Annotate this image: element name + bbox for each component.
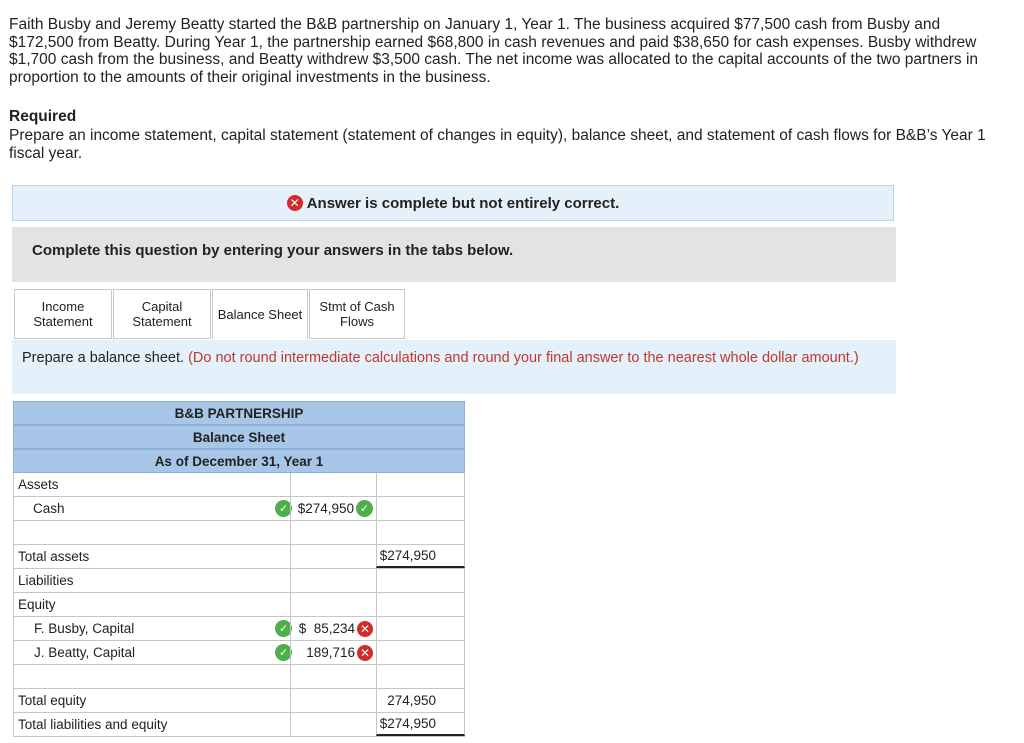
tab-stmt-cash-flows[interactable]: [309, 289, 405, 339]
table-row: [13, 521, 465, 545]
busby-value: $ 85,234: [298, 621, 355, 636]
balance-sheet-table: [13, 401, 465, 737]
cell: [290, 689, 376, 712]
incorrect-icon: ✕: [357, 645, 373, 661]
cell: [376, 473, 465, 496]
cell: [13, 521, 290, 544]
total-equity-value: 274,950: [376, 689, 465, 712]
incorrect-icon: ✕: [287, 195, 303, 211]
cell: [376, 665, 465, 688]
total-assets-value: $274,950: [376, 545, 465, 568]
tab-label: Stmt of Cash Flows: [319, 299, 395, 329]
table-row: [13, 593, 465, 617]
tab-balance-sheet[interactable]: [212, 289, 308, 339]
problem-text: Faith Busby and Jeremy Beatty started the B&B partnership on January 1, Year 1. The business acquired $77,500 cash from Busby and $172,500 from Beatty. During Year 1, the partnership earned $68,800 in cash revenues and paid $38,650 for cash expenses. Busby withdrew $1,700 cash from the business, and Beatty withdrew $3,500 cash. The net income was allocated to the capital accounts of the two partners in proportion to the amounts of their original investments in the business.: [9, 16, 979, 86]
required-text: Prepare an income statement, capital statement (statement of changes in equity), balance sheet, and statement of cash flows for B&B’s Year 1 fiscal year.: [9, 127, 986, 162]
tab-income-statement[interactable]: [14, 289, 112, 339]
cell: [376, 617, 465, 640]
prompt-text: Prepare a balance sheet.: [22, 350, 185, 366]
total-le-value: $274,950: [376, 713, 465, 736]
statement-date: As of December 31, Year 1: [13, 449, 465, 473]
company-name: B&B PARTNERSHIP: [13, 401, 465, 425]
beatty-label: J. Beatty, Capital: [34, 645, 136, 660]
check-icon: ✓: [275, 644, 292, 661]
prompt-note: (Do not round intermediate calculations and round your final answer to the nearest whole dollar amount.): [188, 350, 859, 366]
cell: [376, 521, 465, 544]
table-row: [13, 569, 465, 593]
check-icon: ✓: [356, 500, 373, 517]
table-row: [13, 713, 465, 737]
assets-label: Assets: [13, 473, 290, 496]
cell: [13, 665, 290, 688]
cell: [290, 569, 376, 592]
busby-row-label: [13, 617, 290, 640]
tab-capital-statement[interactable]: [113, 289, 211, 339]
cell: [290, 593, 376, 616]
liabilities-label: Liabilities: [13, 569, 290, 592]
cell: [376, 569, 465, 592]
tab-label: Income Statement: [33, 299, 93, 329]
cash-label: Cash: [33, 501, 65, 516]
cash-input[interactable]: [290, 497, 376, 520]
beatty-row-label: [13, 641, 290, 664]
total-assets-label: Total assets: [13, 545, 290, 568]
busby-capital-input[interactable]: [290, 617, 376, 640]
table-row: [13, 473, 465, 497]
result-banner: [12, 185, 894, 221]
busby-label: F. Busby, Capital: [34, 621, 135, 636]
incorrect-icon: ✕: [357, 621, 373, 637]
cell[interactable]: [290, 521, 376, 544]
cell: [290, 713, 376, 736]
equity-label: Equity: [13, 593, 290, 616]
table-row: [13, 617, 465, 641]
result-banner-text: Answer is complete but not entirely correct.: [306, 194, 620, 212]
total-le-label: Total liabilities and equity: [13, 713, 290, 736]
cell: [290, 473, 376, 496]
instructions-text: Complete this question by entering your answers in the tabs below.: [32, 242, 514, 259]
check-icon: ✓: [275, 500, 292, 517]
cell: [376, 641, 465, 664]
instructions-box: [12, 227, 896, 282]
check-icon: ✓: [275, 620, 292, 637]
table-row: [13, 545, 465, 569]
cell[interactable]: [290, 665, 376, 688]
table-row: [13, 689, 465, 713]
beatty-value: 189,716: [306, 645, 355, 660]
cell: [290, 545, 376, 568]
table-row: [13, 641, 465, 665]
cash-value: $274,950: [297, 501, 354, 516]
tab-label: Capital Statement: [132, 299, 192, 329]
cell: [376, 497, 465, 520]
table-row: [13, 665, 465, 689]
tab-bar: [14, 289, 406, 339]
table-row: [13, 497, 465, 521]
cell: [376, 593, 465, 616]
beatty-capital-input[interactable]: [290, 641, 376, 664]
total-equity-label: Total equity: [13, 689, 290, 712]
statement-title: Balance Sheet: [13, 425, 465, 449]
cash-row-label: [13, 497, 290, 520]
prompt-box: [12, 340, 896, 394]
tab-label: Balance Sheet: [217, 306, 303, 322]
required-heading: Required: [9, 108, 77, 125]
